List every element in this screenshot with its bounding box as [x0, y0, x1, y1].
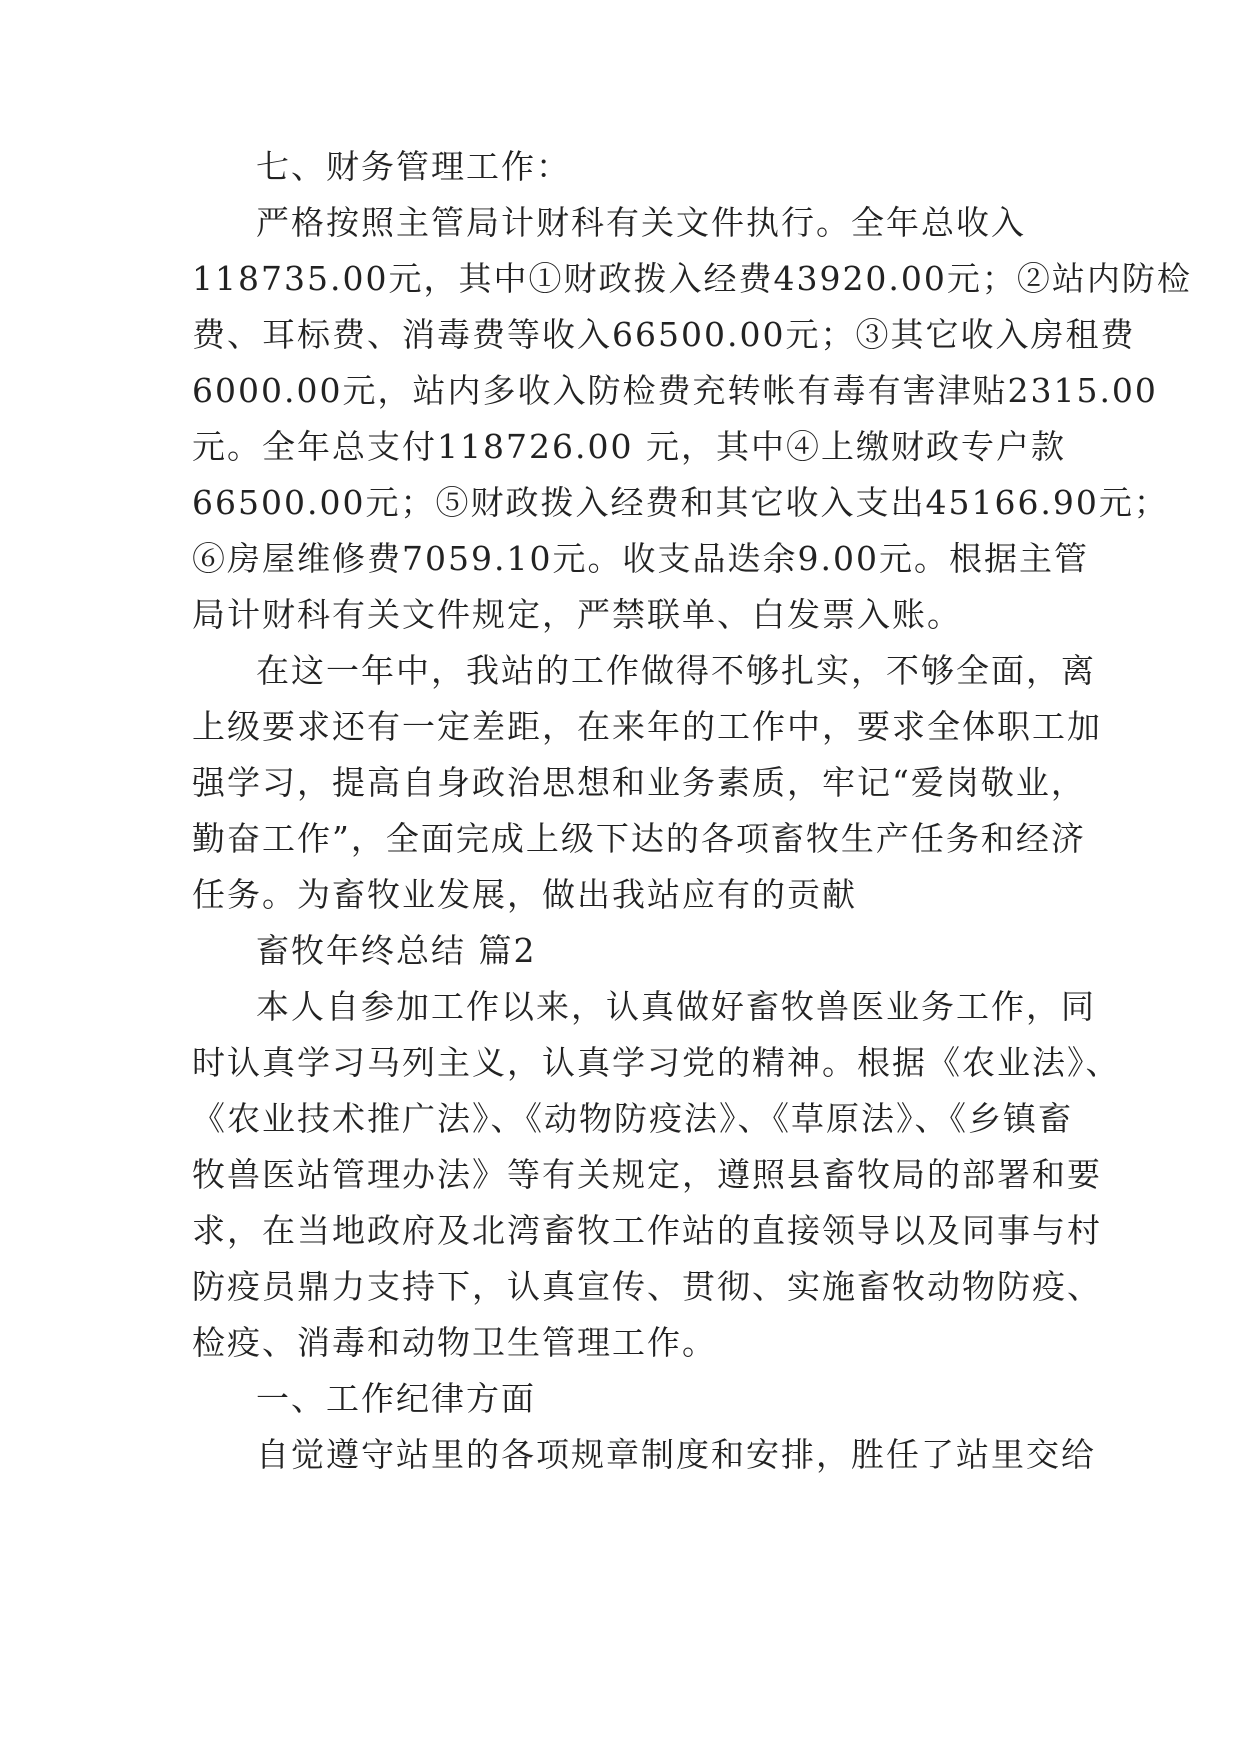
- section-heading-discipline: 一、工作纪律方面: [256, 1379, 536, 1418]
- paragraph-line: 勤奋工作”，全面完成上级下达的各项畜牧生产任务和经济: [192, 819, 1086, 858]
- paragraph-line: 任务。为畜牧业发展，做出我站应有的贡献: [192, 875, 857, 914]
- paragraph-line: 求，在当地政府及北湾畜牧工作站的直接领导以及同事与村: [192, 1211, 1102, 1250]
- paragraph-line: 强学习，提高自身政治思想和业务素质，牢记“爱岗敬业，: [192, 763, 1086, 802]
- paragraph-line: 《农业技术推广法》、《动物防疫法》、《草原法》、《乡镇畜: [192, 1099, 1073, 1138]
- paragraph-line: 上级要求还有一定差距，在来年的工作中，要求全体职工加: [192, 707, 1102, 746]
- paragraph-line: 严格按照主管局计财科有关文件执行。全年总收入: [256, 203, 1026, 242]
- paragraph-line: 118735.00元，其中①财政拨入经费43920.00元；②站内防检: [192, 259, 1192, 298]
- paragraph-line: 时认真学习马列主义，认真学习党的精神。根据《农业法》、: [192, 1043, 1121, 1082]
- paragraph-line: 自觉遵守站里的各项规章制度和安排，胜任了站里交给: [256, 1435, 1096, 1474]
- paragraph-line: 在这一年中，我站的工作做得不够扎实，不够全面，离: [256, 651, 1096, 690]
- paragraph-line: 检疫、消毒和动物卫生管理工作。: [192, 1323, 717, 1362]
- paragraph-line: 66500.00元；⑤财政拨入经费和其它收入支出45166.90元；: [192, 483, 1169, 522]
- section-heading-finance: 七、财务管理工作：: [256, 147, 571, 186]
- paragraph-line: 6000.00元，站内多收入防检费充转帐有毒有害津贴2315.00: [192, 371, 1158, 410]
- paragraph-line: ⑥房屋维修费7059.10元。收支品迭余9.00元。根据主管: [192, 539, 1089, 578]
- paragraph-line: 防疫员鼎力支持下，认真宣传、贯彻、实施畜牧动物防疫、: [192, 1267, 1102, 1306]
- paragraph-line: 局计财科有关文件规定，严禁联单、白发票入账。: [192, 595, 962, 634]
- paragraph-line: 牧兽医站管理办法》等有关规定，遵照县畜牧局的部署和要: [192, 1155, 1102, 1194]
- section-title-part-2: 畜牧年终总结 篇2: [256, 931, 537, 970]
- paragraph-line: 费、耳标费、消毒费等收入66500.00元；③其它收入房租费: [192, 315, 1136, 354]
- paragraph-line: 元。全年总支付118726.00 元，其中④上缴财政专户款: [192, 427, 1066, 466]
- paragraph-line: 本人自参加工作以来，认真做好畜牧兽医业务工作，同: [256, 987, 1096, 1026]
